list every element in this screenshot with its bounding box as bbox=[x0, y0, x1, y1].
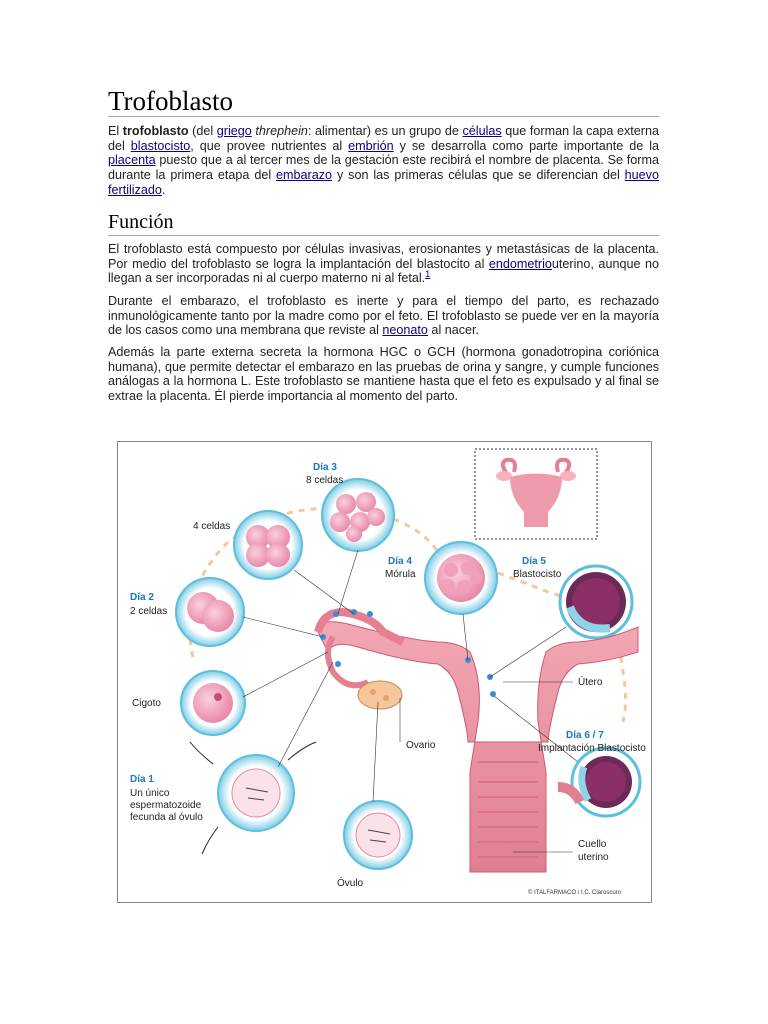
small-uterus-icon bbox=[496, 460, 576, 527]
link-embarazo[interactable]: embarazo bbox=[276, 168, 333, 183]
label-8celdas: 8 celdas bbox=[306, 475, 344, 486]
cell-2celdas bbox=[176, 578, 244, 646]
label-unico-3: fecunda al óvulo bbox=[130, 812, 203, 823]
label-utero: Útero bbox=[578, 677, 603, 688]
section-divider bbox=[108, 235, 659, 236]
link-celulas[interactable]: células bbox=[462, 124, 502, 138]
section-heading: Función bbox=[108, 211, 174, 233]
label-cuello-2: uterino bbox=[578, 852, 609, 863]
cell-cigoto bbox=[181, 671, 245, 735]
image-credit: © ITALFARMACO / I.C. Claroscuro bbox=[528, 890, 621, 896]
cell-4celdas bbox=[234, 511, 302, 579]
label-unico-2: espermatozoide bbox=[130, 800, 202, 811]
bold-term: trofoblasto bbox=[122, 124, 189, 138]
label-cuello-1: Cuello bbox=[578, 839, 607, 850]
reference-link[interactable]: 1 bbox=[425, 269, 431, 280]
label-dia4: Día 4 bbox=[388, 556, 412, 567]
link-huevo[interactable]: huevo bbox=[624, 168, 659, 183]
cell-implantacion bbox=[558, 748, 640, 816]
label-2celdas: 2 celdas bbox=[130, 606, 168, 617]
label-dia2: Día 2 bbox=[130, 592, 154, 603]
embryo-development-diagram bbox=[118, 442, 651, 902]
paragraph-1: El trofoblasto está compuesto por células invasivas, erosionantes y metastásicas de la placenta. Por medio del trofoblasto se logra la implantación del blastocito al endometriouterino, aunque no llegan a ser incorporadas ni al cuerpo materno ni al fetal.$^1$ bbox=[108, 242, 659, 286]
label-dia1: Día 1 bbox=[130, 774, 154, 785]
title-divider bbox=[108, 116, 659, 117]
link-placenta[interactable]: placenta bbox=[108, 153, 156, 168]
label-morula: Mórula bbox=[385, 569, 416, 580]
cell-blastocisto bbox=[560, 566, 632, 638]
label-cigoto: Cigoto bbox=[132, 698, 161, 709]
illustration-figure bbox=[117, 441, 652, 903]
cell-ovulo bbox=[344, 801, 412, 869]
label-dia5: Día 5 bbox=[522, 556, 546, 567]
link-neonato[interactable]: neonato bbox=[382, 323, 428, 338]
link-blastocisto[interactable]: blastocisto bbox=[130, 138, 191, 153]
link-griego[interactable]: griego bbox=[216, 124, 252, 138]
intro-paragraph: El trofoblasto (del griego threphein: alimentar) es un grupo de células que forman la capa externa del blastocisto, que provee nutrientes al embrión y se desarrolla como parte importante de la placenta puesto que a al tercer mes de la gestación este recibirá el nombre de placenta. Se forma durante la primera etapa del embarazo y son las primeras células que se diferencian del huevo fertilizado. bbox=[108, 124, 660, 197]
link-endometrio[interactable]: endometrio bbox=[488, 256, 552, 271]
label-unico-1: Un único bbox=[130, 788, 170, 799]
page-title: Trofoblasto bbox=[108, 86, 234, 116]
label-implantacion: Implantación Blastocisto bbox=[538, 743, 646, 754]
paragraph-2: Durante el embarazo, el trofoblasto es inerte y para el tiempo del parto, es rechazado inmunológicamente tanto por la madre como por el feto. El trofoblasto se puede ver en la mayoría de los casos como una membrana que reviste al neonato al nacer. bbox=[108, 294, 659, 338]
label-blastocisto: Blastocisto bbox=[513, 569, 562, 580]
link-fertilizado[interactable]: fertilizado bbox=[108, 182, 162, 197]
label-ovario: Ovario bbox=[406, 740, 436, 751]
link-embrion[interactable]: embrión bbox=[348, 138, 394, 153]
label-4celdas: 4 celdas bbox=[193, 521, 231, 532]
cell-morula bbox=[425, 542, 497, 614]
label-dia3: Día 3 bbox=[313, 462, 337, 473]
label-dia67: Día 6 / 7 bbox=[566, 730, 604, 741]
paragraph-3: Además la parte externa secreta la hormona HGC o GCH (hormona gonadotropina coriónica humana), que permite detectar el embarazo en las pruebas de orina y sangre, y cumple funciones análogas a la hormona L. Este trofoblasto se mantiene hasta que el feto es expulsado y al final se extrae la placenta. Él pierde importancia al momento del parto. bbox=[108, 345, 659, 404]
cell-day3 bbox=[322, 479, 394, 551]
cell-fecundacion bbox=[190, 742, 316, 854]
label-ovulo: Óvulo bbox=[337, 878, 364, 889]
ovary bbox=[358, 681, 402, 709]
